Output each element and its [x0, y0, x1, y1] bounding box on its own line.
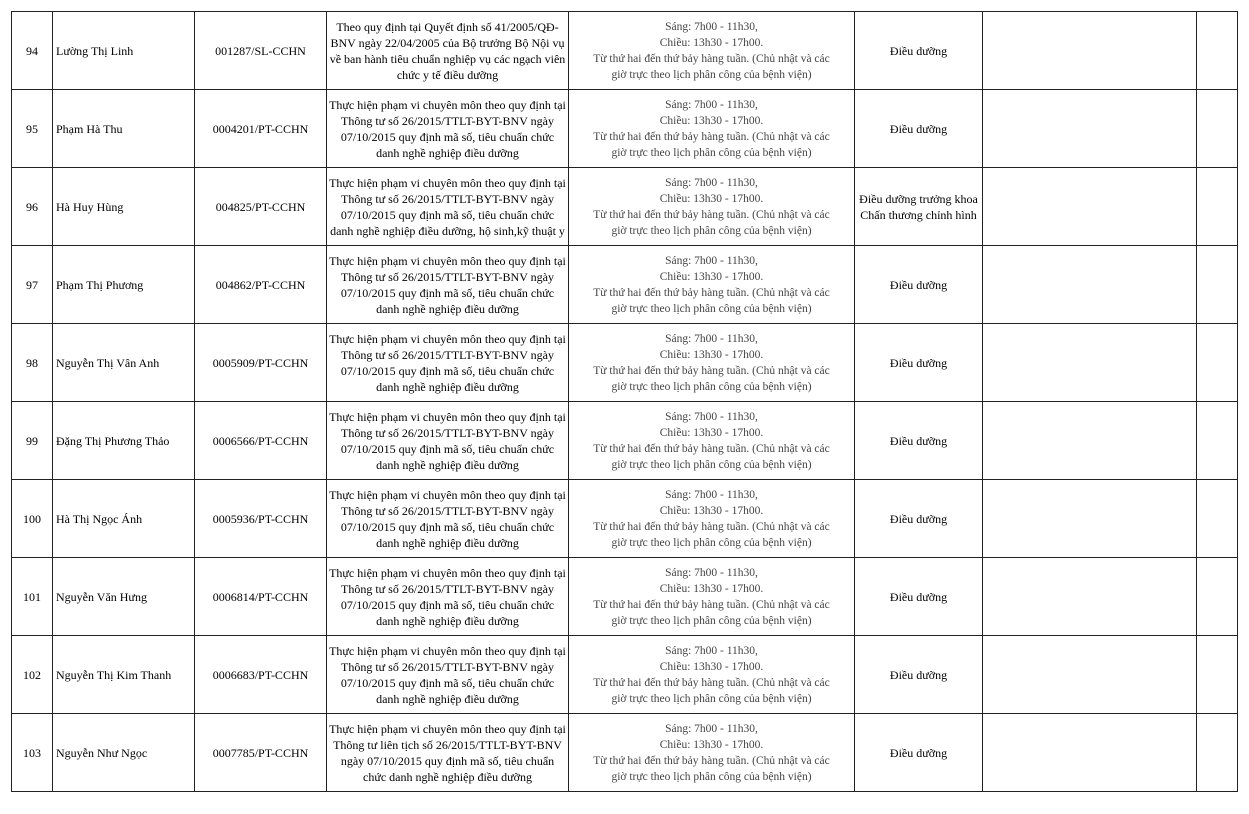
staff-name-cell: Đặng Thị Phương Thảo: [53, 402, 195, 480]
staff-name-cell: Nguyễn Như Ngọc: [53, 714, 195, 792]
table-row: [12, 12, 1238, 90]
working-hours-line: Sáng: 7h00 - 11h30,: [665, 566, 758, 579]
position-cell: Điều dưỡng: [855, 90, 983, 168]
staff-name-cell: Hà Thị Ngọc Ánh: [53, 480, 195, 558]
row-number-cell: 94: [12, 12, 53, 90]
certificate-number-cell: 0006683/PT-CCHN: [195, 636, 327, 714]
row-number-cell: 98: [12, 324, 53, 402]
practice-scope-cell: Thực hiện phạm vi chuyên môn theo quy định tại Thông tư số 26/2015/TTLT-BYT-BNV ngày 07/10/2015 quy định mã số, tiêu chuẩn chức danh nghề nghiệp điều dưỡng: [327, 402, 569, 480]
practice-scope-cell: Theo quy định tại Quyết định số 41/2005/QĐ-BNV ngày 22/04/2005 của Bộ trưởng Bộ Nội vụ về ban hành tiêu chuẩn nghiệp vụ các ngạch viên chức y tế điều dưỡng: [327, 12, 569, 90]
working-hours-line: Chiều: 13h30 - 17h00.: [659, 270, 764, 283]
blank-cell-narrow: [1197, 90, 1238, 168]
working-hours-line: Chiều: 13h30 - 17h00.: [659, 582, 764, 595]
working-hours-line: Sáng: 7h00 - 11h30,: [665, 332, 758, 345]
position-cell: Điều dưỡng: [855, 324, 983, 402]
working-hours-line: Chiều: 13h30 - 17h00.: [659, 738, 764, 751]
working-hours-line: Từ thứ hai đến thứ bảy hàng tuần. (Chủ nhật và các: [593, 364, 830, 377]
staff-name-cell: Phạm Hà Thu: [53, 90, 195, 168]
blank-cell-narrow: [1197, 12, 1238, 90]
blank-cell-narrow: [1197, 636, 1238, 714]
working-hours-line: giờ trực theo lịch phân công của bệnh viện): [611, 770, 812, 783]
blank-cell-narrow: [1197, 714, 1238, 792]
working-hours-line: Sáng: 7h00 - 11h30,: [665, 176, 758, 189]
working-hours-line: giờ trực theo lịch phân công của bệnh viện): [611, 692, 812, 705]
table-row: [12, 558, 1238, 636]
certificate-number-cell: 0007785/PT-CCHN: [195, 714, 327, 792]
working-hours-line: Từ thứ hai đến thứ bảy hàng tuần. (Chủ nhật và các: [593, 442, 830, 455]
blank-cell: [983, 714, 1197, 792]
working-hours-line: Sáng: 7h00 - 11h30,: [665, 722, 758, 735]
working-hours-cell: [569, 324, 855, 402]
staff-name-cell: Lường Thị Linh: [53, 12, 195, 90]
working-hours-cell: [569, 558, 855, 636]
working-hours-cell: [569, 480, 855, 558]
certificate-number-cell: 0004201/PT-CCHN: [195, 90, 327, 168]
practice-scope-cell: Thực hiện phạm vi chuyên môn theo quy định tại Thông tư số 26/2015/TTLT-BYT-BNV ngày 07/10/2015 quy định mã số, tiêu chuẩn chức danh nghề nghiệp điều dưỡng: [327, 90, 569, 168]
blank-cell-narrow: [1197, 402, 1238, 480]
position-cell: Điều dưỡng: [855, 402, 983, 480]
working-hours-line: Từ thứ hai đến thứ bảy hàng tuần. (Chủ nhật và các: [593, 520, 830, 533]
certificate-number-cell: 0005909/PT-CCHN: [195, 324, 327, 402]
blank-cell: [983, 90, 1197, 168]
certificate-number-cell: 0006814/PT-CCHN: [195, 558, 327, 636]
blank-cell: [983, 558, 1197, 636]
table-row: [12, 480, 1238, 558]
row-number-cell: 102: [12, 636, 53, 714]
staff-name-cell: Phạm Thị Phương: [53, 246, 195, 324]
table-row: [12, 636, 1238, 714]
row-number-cell: 97: [12, 246, 53, 324]
blank-cell-narrow: [1197, 324, 1238, 402]
working-hours-line: Chiều: 13h30 - 17h00.: [659, 192, 764, 205]
certificate-number-cell: 001287/SL-CCHN: [195, 12, 327, 90]
working-hours-line: Sáng: 7h00 - 11h30,: [665, 644, 758, 657]
row-number-cell: 100: [12, 480, 53, 558]
working-hours-cell: [569, 402, 855, 480]
working-hours-cell: [569, 90, 855, 168]
blank-cell-narrow: [1197, 168, 1238, 246]
working-hours-line: Sáng: 7h00 - 11h30,: [665, 98, 758, 111]
position-cell: Điều dưỡng trưởng khoa Chấn thương chỉnh hình: [855, 168, 983, 246]
working-hours-line: giờ trực theo lịch phân công của bệnh viện): [611, 302, 812, 315]
position-cell: Điều dưỡng: [855, 714, 983, 792]
row-number-cell: 99: [12, 402, 53, 480]
working-hours-cell: [569, 12, 855, 90]
working-hours-line: giờ trực theo lịch phân công của bệnh viện): [611, 614, 812, 627]
table-row: [12, 90, 1238, 168]
certificate-number-cell: 0006566/PT-CCHN: [195, 402, 327, 480]
row-number-cell: 101: [12, 558, 53, 636]
working-hours-line: Từ thứ hai đến thứ bảy hàng tuần. (Chủ nhật và các: [593, 286, 830, 299]
blank-cell-narrow: [1197, 246, 1238, 324]
working-hours-cell: [569, 168, 855, 246]
blank-cell: [983, 12, 1197, 90]
working-hours-line: giờ trực theo lịch phân công của bệnh viện): [611, 380, 812, 393]
working-hours-cell: [569, 636, 855, 714]
working-hours-line: giờ trực theo lịch phân công của bệnh viện): [611, 68, 812, 81]
table-row: [12, 168, 1238, 246]
working-hours-line: Từ thứ hai đến thứ bảy hàng tuần. (Chủ nhật và các: [593, 52, 830, 65]
staff-name-cell: Nguyễn Thị Kim Thanh: [53, 636, 195, 714]
practice-scope-cell: Thực hiện phạm vi chuyên môn theo quy định tại Thông tư số 26/2015/TTLT-BYT-BNV ngày 07/10/2015 quy định mã số, tiêu chuẩn chức danh nghề nghiệp điều dưỡng: [327, 324, 569, 402]
row-number-cell: 95: [12, 90, 53, 168]
working-hours-line: Sáng: 7h00 - 11h30,: [665, 410, 758, 423]
position-cell: Điều dưỡng: [855, 12, 983, 90]
staff-table-sheet: [11, 11, 1238, 792]
working-hours-line: Sáng: 7h00 - 11h30,: [665, 254, 758, 267]
working-hours-line: Từ thứ hai đến thứ bảy hàng tuần. (Chủ nhật và các: [593, 130, 830, 143]
blank-cell: [983, 324, 1197, 402]
working-hours-line: Từ thứ hai đến thứ bảy hàng tuần. (Chủ nhật và các: [593, 676, 830, 689]
table-body: [12, 12, 1238, 792]
blank-cell-narrow: [1197, 480, 1238, 558]
practice-scope-cell: Thực hiện phạm vi chuyên môn theo quy định tại Thông tư số 26/2015/TTLT-BYT-BNV ngày 07/10/2015 quy định mã số, tiêu chuẩn chức danh nghề nghiệp điều dưỡng: [327, 636, 569, 714]
staff-name-cell: Nguyễn Thị Vân Anh: [53, 324, 195, 402]
blank-cell: [983, 480, 1197, 558]
blank-cell: [983, 636, 1197, 714]
working-hours-line: Từ thứ hai đến thứ bảy hàng tuần. (Chủ nhật và các: [593, 754, 830, 767]
working-hours-line: Chiều: 13h30 - 17h00.: [659, 348, 764, 361]
practice-scope-cell: Thực hiện phạm vi chuyên môn theo quy định tại Thông tư số 26/2015/TTLT-BYT-BNV ngày 07/10/2015 quy định mã số, tiêu chuẩn chức danh nghề nghiệp điều dưỡng: [327, 246, 569, 324]
working-hours-line: Chiều: 13h30 - 17h00.: [659, 114, 764, 127]
working-hours-line: giờ trực theo lịch phân công của bệnh viện): [611, 146, 812, 159]
row-number-cell: 96: [12, 168, 53, 246]
position-cell: Điều dưỡng: [855, 636, 983, 714]
working-hours-line: Từ thứ hai đến thứ bảy hàng tuần. (Chủ nhật và các: [593, 208, 830, 221]
working-hours-line: Chiều: 13h30 - 17h00.: [659, 660, 764, 673]
practice-scope-cell: Thực hiện phạm vi chuyên môn theo quy định tại Thông tư số 26/2015/TTLT-BYT-BNV ngày 07/10/2015 quy định mã số, tiêu chuẩn chức danh nghề nghiệp điều dưỡng: [327, 480, 569, 558]
working-hours-line: giờ trực theo lịch phân công của bệnh viện): [611, 224, 812, 237]
table-row: [12, 246, 1238, 324]
staff-name-cell: Nguyễn Văn Hưng: [53, 558, 195, 636]
table-row: [12, 402, 1238, 480]
working-hours-line: Chiều: 13h30 - 17h00.: [659, 504, 764, 517]
certificate-number-cell: 004825/PT-CCHN: [195, 168, 327, 246]
table-row: [12, 714, 1238, 792]
working-hours-line: Chiều: 13h30 - 17h00.: [659, 36, 764, 49]
working-hours-line: giờ trực theo lịch phân công của bệnh viện): [611, 458, 812, 471]
certificate-number-cell: 004862/PT-CCHN: [195, 246, 327, 324]
blank-cell: [983, 246, 1197, 324]
position-cell: Điều dưỡng: [855, 480, 983, 558]
table-row: [12, 324, 1238, 402]
certificate-number-cell: 0005936/PT-CCHN: [195, 480, 327, 558]
staff-name-cell: Hà Huy Hùng: [53, 168, 195, 246]
working-hours-cell: [569, 246, 855, 324]
working-hours-line: Sáng: 7h00 - 11h30,: [665, 20, 758, 33]
working-hours-line: Sáng: 7h00 - 11h30,: [665, 488, 758, 501]
position-cell: Điều dưỡng: [855, 246, 983, 324]
practice-scope-cell: Thực hiện phạm vi chuyên môn theo quy định tại Thông tư số 26/2015/TTLT-BYT-BNV ngày 07/10/2015 quy định mã số, tiêu chuẩn chức danh nghề nghiệp điều dưỡng, hộ sinh,kỹ thuật y: [327, 168, 569, 246]
working-hours-cell: [569, 714, 855, 792]
working-hours-line: Chiều: 13h30 - 17h00.: [659, 426, 764, 439]
practice-scope-cell: Thực hiện phạm vi chuyên môn theo quy định tại Thông tư liên tịch số 26/2015/TTLT-BYT-BNV ngày 07/10/2015 quy định mã số, tiêu chuẩn chức danh nghề nghiệp điều dưỡng: [327, 714, 569, 792]
row-number-cell: 103: [12, 714, 53, 792]
blank-cell-narrow: [1197, 558, 1238, 636]
blank-cell: [983, 168, 1197, 246]
blank-cell: [983, 402, 1197, 480]
practice-scope-cell: Thực hiện phạm vi chuyên môn theo quy định tại Thông tư số 26/2015/TTLT-BYT-BNV ngày 07/10/2015 quy định mã số, tiêu chuẩn chức danh nghề nghiệp điều dưỡng: [327, 558, 569, 636]
position-cell: Điều dưỡng: [855, 558, 983, 636]
staff-table: [11, 11, 1238, 792]
working-hours-line: Từ thứ hai đến thứ bảy hàng tuần. (Chủ nhật và các: [593, 598, 830, 611]
working-hours-line: giờ trực theo lịch phân công của bệnh viện): [611, 536, 812, 549]
